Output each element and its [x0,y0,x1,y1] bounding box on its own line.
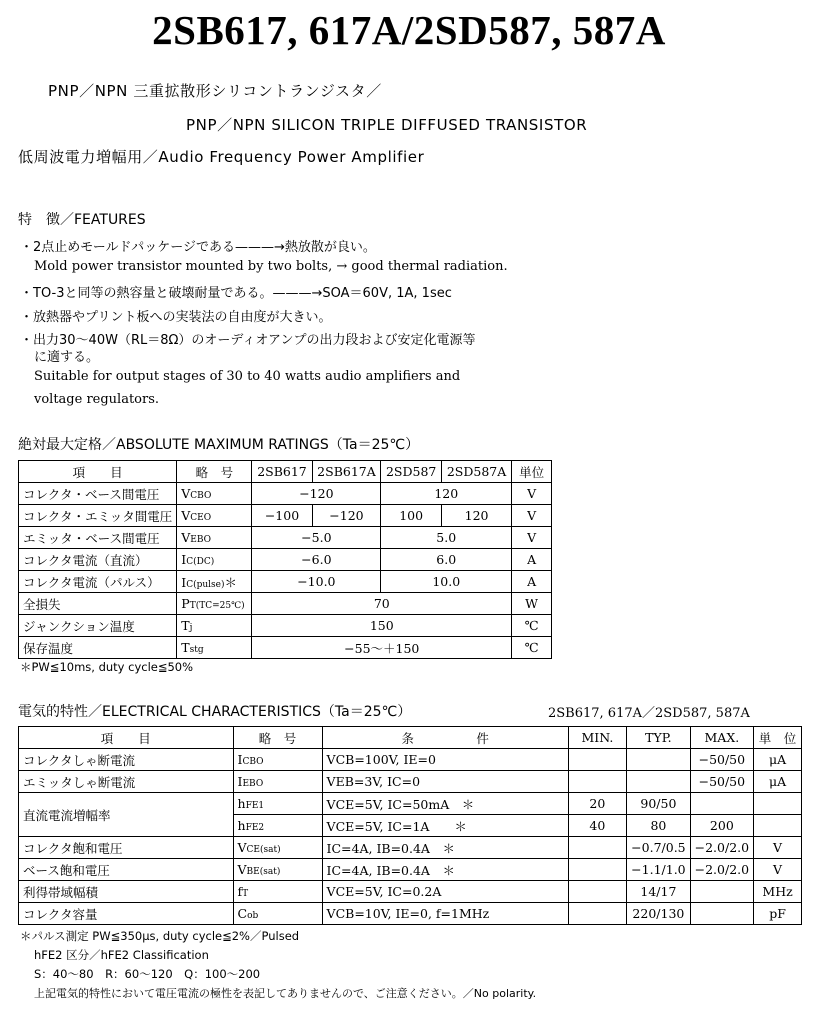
feature-line: ・TO-3と同等の熱容量と破壊耐量である。———→SOA＝60V, 1A, 1sec [20,286,452,301]
elec-table [18,726,802,925]
min-cell: 20 [568,793,627,815]
symbol-cell: IC(DC) [177,549,252,571]
typ-cell: −1.1/1.0 [627,859,690,881]
symbol-cell: VEBO [177,527,252,549]
item-cell: ジャンクション温度 [19,615,177,637]
unit-cell: W [512,593,552,615]
value-cell: −10.0 [252,571,381,593]
item-cell: コレクタ電流（直流） [19,549,177,571]
feature-line: に適する。 [34,350,100,365]
unit-cell: ℃ [512,637,552,659]
unit-cell: V [754,859,802,881]
header-cell: 条 件 [322,727,568,749]
unit-cell: V [512,483,552,505]
unit-cell: A [512,549,552,571]
elec-note: hFE2 区分／hFE2 Classification [34,948,209,962]
table-row [19,859,802,881]
symbol-cell: VCE(sat) [233,837,322,859]
elec-heading: 電気的特性／ELECTRICAL CHARACTERISTICS（Ta＝25℃） [18,704,412,720]
item-cell: コレクタ飽和電圧 [19,837,234,859]
table-row [19,771,802,793]
unit-cell [754,793,802,815]
symbol-cell: VBE(sat) [233,859,322,881]
feature-line: ・2点止めモールドパッケージである———→熱放散が良い。 [20,240,376,255]
item-cell: コレクタ・ベース間電圧 [19,483,177,505]
min-cell [568,749,627,771]
header-cell: 単位 [512,461,552,483]
symbol-cell: Cob [233,903,322,925]
feature-line: ・出力30～40W（RL＝8Ω）のオーディオアンプの出力段および安定化電源等 [20,333,476,348]
abs-max-note: ＊PW≦10ms, duty cycle≦50% [20,660,194,674]
min-cell [568,771,627,793]
typ-cell [627,749,690,771]
unit-cell: V [754,837,802,859]
condition-cell: VEB=3V, IC=0 [322,771,568,793]
unit-cell: V [512,505,552,527]
unit-cell: ℃ [512,615,552,637]
table-header-row [19,727,802,749]
typ-cell: 220/130 [627,903,690,925]
table-row [19,637,552,659]
header-cell: MIN. [568,727,627,749]
header-cell: 略 号 [233,727,322,749]
value-cell: 120 [381,483,512,505]
header-cell: 2SB617 [252,461,312,483]
symbol-cell: fT [233,881,322,903]
min-cell [568,903,627,925]
value-cell: 10.0 [381,571,512,593]
max-cell: −50/50 [690,771,753,793]
symbol-cell: IEBO [233,771,322,793]
table-header-row [19,461,552,483]
value-cell: −55～＋150 [252,637,512,659]
condition-cell: IC=4A, IB=0.4A ＊ [322,859,568,881]
elec-note: S：40～80 R：60～120 Q：100～200 [34,967,261,981]
header-cell: 項 目 [19,727,234,749]
symbol-cell: hFE2 [233,815,322,837]
item-cell: 直流電流増幅率 [19,793,234,837]
elec-part-ref: 2SB617, 617A／2SD587, 587A [548,706,750,721]
header-cell: 2SD587A [442,461,512,483]
table-row [19,793,802,815]
symbol-cell: IC(pulse)＊ [177,571,252,593]
value-cell: −120 [312,505,381,527]
symbol-cell: Tstg [177,637,252,659]
min-cell [568,881,627,903]
abs-max-table [18,460,552,659]
condition-cell: VCE=5V, IC=50mA ＊ [322,793,568,815]
max-cell: 200 [690,815,753,837]
header-cell: 単 位 [754,727,802,749]
symbol-cell: ICBO [233,749,322,771]
page-title: 2SB617, 617A/2SD587, 587A [152,7,666,53]
unit-cell: V [512,527,552,549]
item-cell: 保存温度 [19,637,177,659]
item-cell: コレクタしゃ断電流 [19,749,234,771]
condition-cell: VCB=10V, IE=0, f=1MHz [322,903,568,925]
item-cell: 利得帯域幅積 [19,881,234,903]
table-row [19,615,552,637]
max-cell: −2.0/2.0 [690,837,753,859]
max-cell [690,881,753,903]
abs-max-heading: 絶対最大定格／ABSOLUTE MAXIMUM RATINGS（Ta＝25℃） [18,437,420,453]
value-cell: −6.0 [252,549,381,571]
header-cell: 略 号 [177,461,252,483]
item-cell: ベース飽和電圧 [19,859,234,881]
feature-line: Suitable for output stages of 30 to 40 watts audio amplifiers and [34,369,461,384]
header-cell: MAX. [690,727,753,749]
value-cell: 120 [442,505,512,527]
header-cell: TYP. [627,727,690,749]
unit-cell: MHz [754,881,802,903]
feature-line: ・放熱器やプリント板への実装法の自由度が大きい。 [20,310,332,325]
max-cell [690,793,753,815]
value-cell: 5.0 [381,527,512,549]
elec-note: ＊パルス測定 PW≦350μs, duty cycle≦2%／Pulsed [20,929,300,943]
unit-cell: pF [754,903,802,925]
table-row [19,749,802,771]
item-cell: エミッタしゃ断電流 [19,771,234,793]
subtitle-en: PNP／NPN SILICON TRIPLE DIFFUSED TRANSISTOR [186,116,588,134]
condition-cell: VCB=100V, IE=0 [322,749,568,771]
max-cell [690,903,753,925]
typ-cell: 90/50 [627,793,690,815]
typ-cell: 14/17 [627,881,690,903]
value-cell: −100 [252,505,312,527]
header-cell: 2SD587 [381,461,442,483]
table-row [19,903,802,925]
condition-cell: IC=4A, IB=0.4A ＊ [322,837,568,859]
max-cell: −50/50 [690,749,753,771]
table-row [19,505,552,527]
table-row [19,527,552,549]
unit-cell: μA [754,749,802,771]
unit-cell [754,815,802,837]
value-cell: 6.0 [381,549,512,571]
elec-note: 上記電気的特性において電圧電流の極性を表記してありませんので、ご注意ください。／No polarity. [34,987,537,1000]
table-row [19,549,552,571]
condition-cell: VCE=5V, IC=0.2A [322,881,568,903]
symbol-cell: Tj [177,615,252,637]
table-row [19,837,802,859]
item-cell: 全損失 [19,593,177,615]
table-row [19,881,802,903]
table-row [19,571,552,593]
table-row [19,593,552,615]
min-cell [568,837,627,859]
max-cell: −2.0/2.0 [690,859,753,881]
value-cell: 100 [381,505,442,527]
feature-line: Mold power transistor mounted by two bolts, → good thermal radiation. [34,259,508,274]
symbol-cell: hFE1 [233,793,322,815]
subtitle-jp: PNP／NPN 三重拡散形シリコントランジスタ／ [48,82,382,100]
item-cell: コレクタ容量 [19,903,234,925]
features-heading: 特 徴／FEATURES [18,212,146,228]
typ-cell: 80 [627,815,690,837]
typ-cell [627,771,690,793]
symbol-cell: VCBO [177,483,252,505]
value-cell: −5.0 [252,527,381,549]
unit-cell: μA [754,771,802,793]
item-cell: エミッタ・ベース間電圧 [19,527,177,549]
value-cell: 150 [252,615,512,637]
header-cell: 2SB617A [312,461,381,483]
min-cell [568,859,627,881]
symbol-cell: PT(TC=25℃) [177,593,252,615]
unit-cell: A [512,571,552,593]
typ-cell: −0.7/0.5 [627,837,690,859]
value-cell: 70 [252,593,512,615]
value-cell: −120 [252,483,381,505]
application: 低周波電力増幅用／Audio Frequency Power Amplifier [18,148,425,166]
min-cell: 40 [568,815,627,837]
symbol-cell: VCEO [177,505,252,527]
feature-line: voltage regulators. [34,392,160,407]
condition-cell: VCE=5V, IC=1A ＊ [322,815,568,837]
item-cell: コレクタ電流（パルス） [19,571,177,593]
header-cell: 項 目 [19,461,177,483]
table-row [19,483,552,505]
item-cell: コレクタ・エミッタ間電圧 [19,505,177,527]
